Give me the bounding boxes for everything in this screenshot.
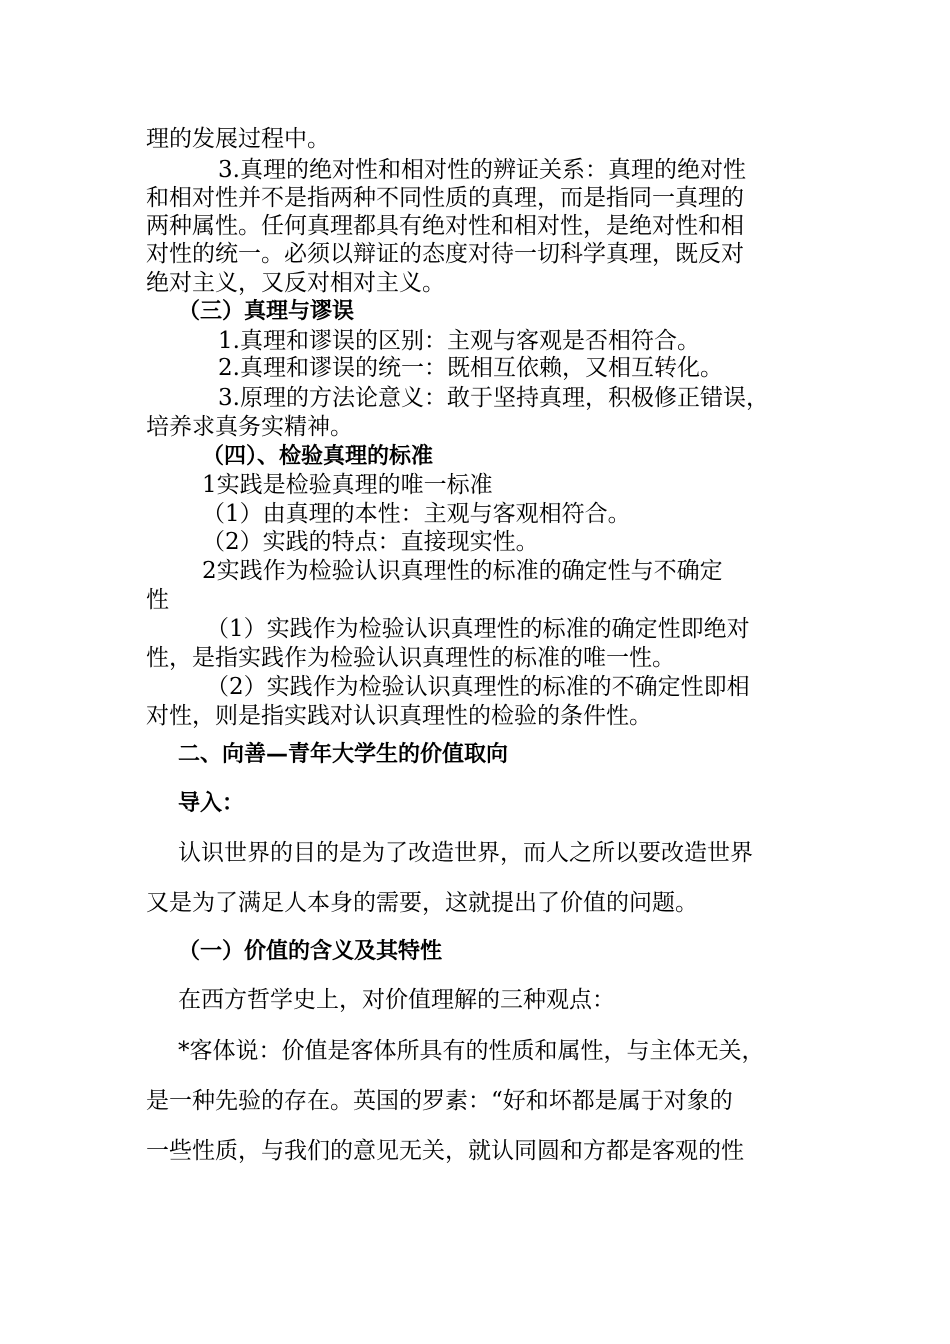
text-line: 是一种先验的存在。英国的罗素：“好和坏都是属于对象的 [146,1088,733,1114]
text-line: 理的发展过程中。 [146,126,330,152]
text-line: 2实践作为检验认识真理性的标准的确定性与不确定 [202,558,723,584]
section-heading: （三）真理与谬误 [178,299,355,324]
text-line: 性，是指实践作为检验认识真理性的标准的唯一性。 [146,645,675,671]
text-line: （2）实践的特点：直接现实性。 [202,529,539,555]
text-line: 一些性质，与我们的意见无关，就认同圆和方都是客观的性 [146,1138,744,1164]
text-line: 培养求真务实精神。 [146,414,353,440]
section-heading: （四）、检验真理的标准 [202,444,434,469]
text-line: 1.真理和谬误的区别：主观与客观是否相符合。 [218,328,700,354]
text-line: 对性的统一。必须以辩证的态度对待一切科学真理，既反对 [146,241,744,267]
text-line: 3.真理的绝对性和相对性的辨证关系：真理的绝对性 [218,157,746,183]
text-line: 认识世界的目的是为了改造世界，而人之所以要改造世界 [178,840,753,866]
chapter-heading: 二、向善—青年大学生的价值取向 [178,742,509,767]
text-line: 两种属性。任何真理都具有绝对性和相对性，是绝对性和相 [146,213,744,239]
text-line: 又是为了满足人本身的需要，这就提出了价值的问题。 [146,890,698,916]
text-line: 和相对性并不是指两种不同性质的真理，而是指同一真理的 [146,185,744,211]
text-line: 3.原理的方法论意义：敢于坚持真理，积极修正错误， [218,385,769,411]
section-heading: （一）价值的含义及其特性 [178,939,443,964]
subheading-intro: 导入： [178,791,245,816]
text-line: 性 [146,587,169,613]
text-line: （1）实践作为检验认识真理性的标准的确定性即绝对 [206,616,750,642]
text-line: 在西方哲学史上，对价值理解的三种观点： [178,987,615,1013]
text-line: （1）由真理的本性：主观与客观相符合。 [202,501,631,527]
text-line: 2.真理和谬误的统一：既相互依赖，又相互转化。 [218,355,723,381]
text-line: *客体说：价值是客体所具有的性质和属性，与主体无关， [178,1038,765,1064]
text-line: （2）实践作为检验认识真理性的标准的不确定性即相 [206,674,750,700]
text-line: 对性，则是指实践对认识真理性的检验的条件性。 [146,703,652,729]
text-line: 绝对主义，又反对相对主义。 [146,270,445,296]
text-line: 1实践是检验真理的唯一标准 [202,472,493,498]
